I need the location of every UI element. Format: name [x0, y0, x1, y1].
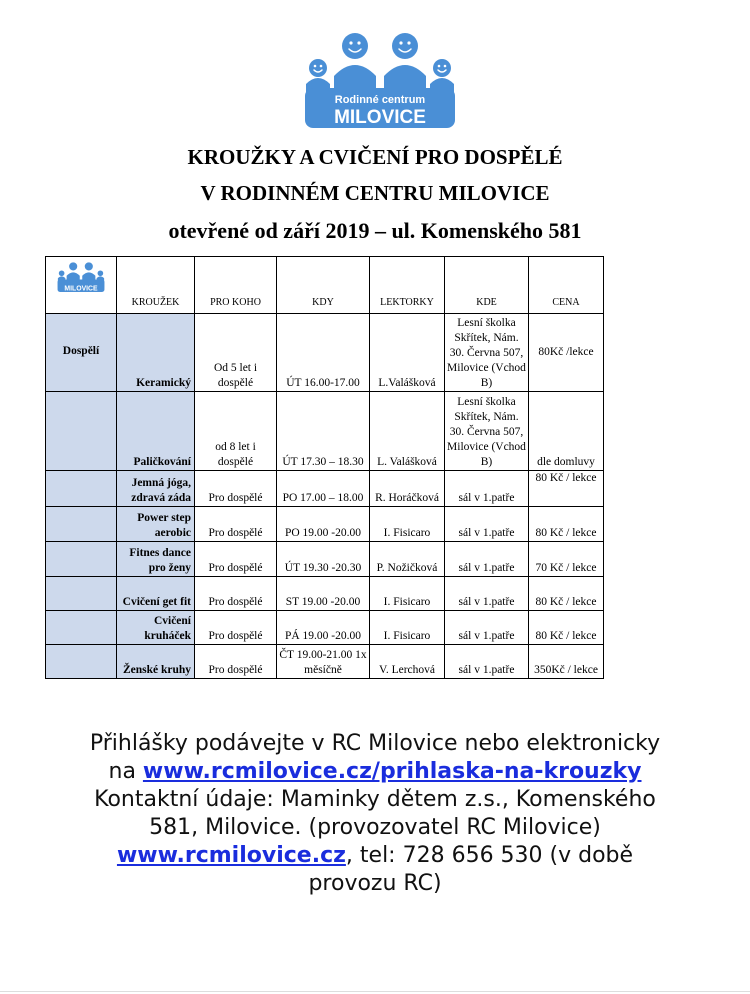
header-krouzek: KROUŽEK — [117, 257, 195, 314]
mini-logo-text: MILOVICE — [64, 285, 98, 293]
table-row — [46, 577, 604, 611]
table-row — [46, 611, 604, 645]
category-cell: Dospělí — [46, 314, 117, 392]
row-name: Fitnes dance pro ženy — [117, 542, 195, 577]
row-when: ÚT 19.30 -20.30 — [277, 542, 370, 577]
footer-line3: Kontaktní údaje: Maminky dětem z.s., Komenského — [94, 787, 656, 812]
row-price: 80 Kč / lekce — [529, 507, 604, 542]
row-price: 80 Kč / lekce — [529, 471, 604, 507]
row-when: ÚT 16.00-17.00 — [277, 314, 370, 392]
category-empty-cell — [46, 471, 117, 507]
row-lector: L. Valášková — [370, 392, 445, 471]
row-where: sál v 1.patře — [445, 542, 529, 577]
category-empty-cell — [46, 577, 117, 611]
category-empty-cell — [46, 645, 117, 679]
website-link[interactable]: www.rcmilovice.cz — [116, 843, 346, 868]
table-row — [46, 542, 604, 577]
row-lector: V. Lerchová — [370, 645, 445, 679]
row-lector: I. Fisicaro — [370, 507, 445, 542]
logo-text-line1: Rodinné centrum — [334, 94, 426, 106]
row-when: ST 19.00 -20.00 — [277, 577, 370, 611]
row-price: 350Kč / lekce — [529, 645, 604, 679]
logo-text-line2: MILOVICE — [334, 107, 426, 128]
category-empty-cell — [46, 507, 117, 542]
row-where: sál v 1.patře — [445, 645, 529, 679]
row-where: sál v 1.patře — [445, 611, 529, 645]
row-who: Pro dospělé — [195, 577, 277, 611]
row-where: sál v 1.patře — [445, 577, 529, 611]
row-name: Jemná jóga, zdravá záda — [117, 471, 195, 507]
row-lector: R. Horáčková — [370, 471, 445, 507]
page-title-line2: V RODINNÉM CENTRU MILOVICE — [200, 181, 550, 205]
footer-line4: 581, Milovice. (provozovatel RC Milovice) — [149, 815, 601, 840]
category-empty-cell — [46, 611, 117, 645]
header-cena: CENA — [529, 257, 604, 314]
row-where: sál v 1.patře — [445, 471, 529, 507]
row-name: Cvičení get fit — [117, 577, 195, 611]
row-where: Lesní školka Skřítek, Nám. 30. Června 507, Milovice (Vchod B) — [445, 392, 529, 471]
page-subtitle: otevřené od září 2019 – ul. Komenského 581 — [168, 218, 582, 243]
footer-line5-suffix: , tel: 728 656 530 (v době — [345, 843, 634, 868]
logo-graphic — [300, 30, 460, 130]
row-price: dle domluvy — [529, 392, 604, 471]
page-title-line1: KROUŽKY A CVIČENÍ PRO DOSPĚLÉ — [187, 145, 563, 169]
row-lector: P. Nožičková — [370, 542, 445, 577]
category-empty-cell — [46, 392, 117, 471]
row-when: PO 19.00 -20.00 — [277, 507, 370, 542]
table-header-row — [46, 257, 604, 314]
footer-line6: provozu RC) — [308, 871, 442, 896]
row-price: 80 Kč / lekce — [529, 577, 604, 611]
row-who: Pro dospělé — [195, 542, 277, 577]
footer-line2-prefix: na — [108, 759, 143, 784]
footer-line5 — [0, 842, 750, 870]
registration-link[interactable]: www.rcmilovice.cz/prihlaska-na-krouzky — [142, 759, 642, 784]
table-row — [46, 507, 604, 542]
category-empty-cell — [46, 542, 117, 577]
row-price: 70 Kč / lekce — [529, 542, 604, 577]
mini-logo-icon — [56, 261, 106, 293]
header-pro-koho: PRO KOHO — [195, 257, 277, 314]
row-name: Keramický — [117, 314, 195, 392]
table-row — [46, 392, 604, 471]
row-lector: I. Fisicaro — [370, 577, 445, 611]
row-who: Pro dospělé — [195, 611, 277, 645]
row-name: Power step aerobic — [117, 507, 195, 542]
table-logo-cell — [46, 257, 117, 314]
rc-milovice-logo — [300, 30, 460, 130]
row-who: Pro dospělé — [195, 507, 277, 542]
row-name: Cvičení kruháček — [117, 611, 195, 645]
table-row — [46, 314, 604, 392]
footer-line1: Přihlášky podávejte v RC Milovice nebo elektronicky — [89, 731, 661, 756]
table-row — [46, 471, 604, 507]
table-row — [46, 645, 604, 679]
header-lektorky: LEKTORKY — [370, 257, 445, 314]
row-when: PÁ 19.00 -20.00 — [277, 611, 370, 645]
row-lector: L.Valášková — [370, 314, 445, 392]
contact-info — [0, 730, 750, 898]
row-when: ÚT 17.30 – 18.30 — [277, 392, 370, 471]
page-bottom-divider — [0, 991, 750, 992]
schedule-table — [45, 256, 604, 679]
footer-line2 — [0, 758, 750, 786]
row-name: Paličkování — [117, 392, 195, 471]
row-when: PO 17.00 – 18.00 — [277, 471, 370, 507]
row-name: Ženské kruhy — [117, 645, 195, 679]
row-who: Od 5 let i dospělé — [195, 314, 277, 392]
header-kdy: KDY — [277, 257, 370, 314]
row-price: 80Kč /lekce — [529, 314, 604, 392]
row-lector: I. Fisicaro — [370, 611, 445, 645]
header-kde: KDE — [445, 257, 529, 314]
row-who: od 8 let i dospělé — [195, 392, 277, 471]
row-where: Lesní školka Skřítek, Nám. 30. Června 507, Milovice (Vchod B) — [445, 314, 529, 392]
row-who: Pro dospělé — [195, 645, 277, 679]
row-who: Pro dospělé — [195, 471, 277, 507]
row-where: sál v 1.patře — [445, 507, 529, 542]
row-price: 80 Kč / lekce — [529, 611, 604, 645]
row-when: ČT 19.00-21.00 1x měsíčně — [277, 645, 370, 679]
